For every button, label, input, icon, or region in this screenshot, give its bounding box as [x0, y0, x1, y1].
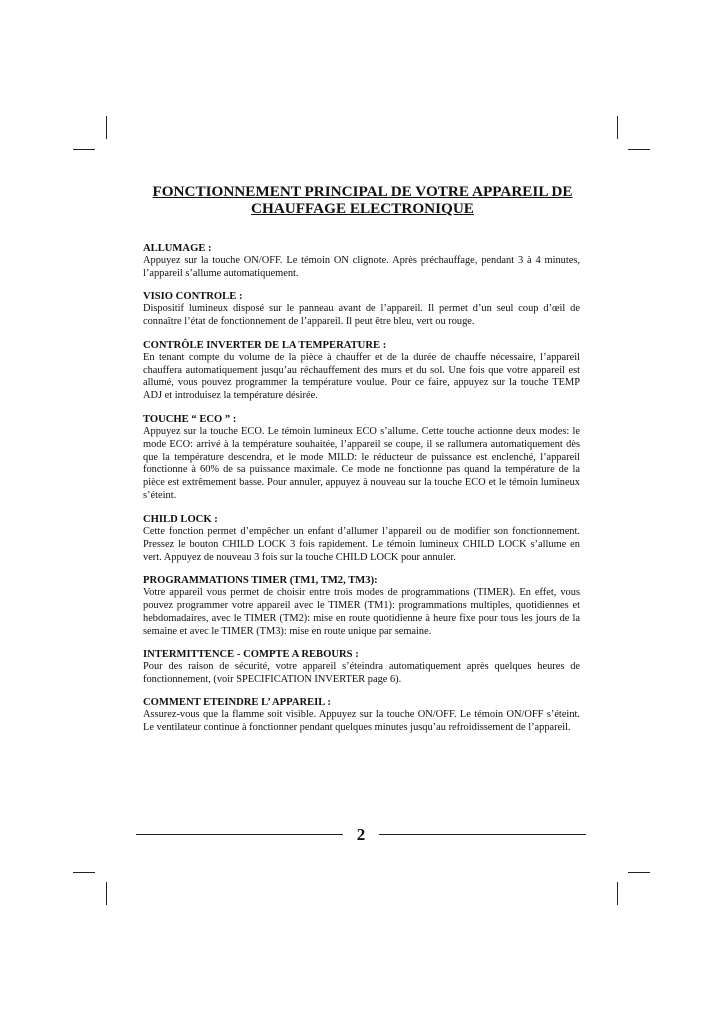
section-heading: TOUCHE “ ECO ” : [143, 413, 237, 425]
footer-rule-right [379, 834, 586, 835]
section-text: Votre appareil vous permet de choisir entre trois modes de programmations (TIMER). En effet, vous pouvez programmer votre appareil avec le TIMER (TM1): programmations multiples, quotidiennes et hebdomadaires, avec le TIMER (TM2): mise en route quotidienne à heure fixe pour tous les jours de la semaine et avec le TIMER (TM3): mise en route unique par semaine. [143, 586, 580, 637]
section-programmations-timer [143, 574, 580, 639]
section-heading: VISIO CONTROLE : [143, 291, 243, 303]
section-text: Appuyez sur la touche ECO. Le témoin lumineux ECO s’allume. Cette touche actionne deux modes: le mode ECO: arrivé à la température souhaitée, l’appareil se coupe, il se rallumera automatiquement dès que la température descendra, et le mode MILD: le réducteur de puissance est enclenché, l’appareil fonctionne à 60% de sa puissance maximale. Ce mode ne fonctionne pas quand la température de la pièce est extrêmement basse. Pour annuler, appuyez à nouveau sur la touche ECO et le témoin lumineux s’éteint. [143, 425, 580, 502]
title-line-1: FONCTIONNEMENT PRINCIPAL DE VOTRE APPAREIL DE [152, 183, 573, 200]
crop-mark-bottom-left-vertical [106, 882, 107, 905]
section-text: Assurez-vous que la flamme soit visible. Appuyez sur la touche ON/OFF. Le témoin ON/OFF s’éteint. Le ventilateur continue à fonctionner pendant quelques minutes jusqu’au refroidissement de l’appareil. [143, 709, 580, 734]
section-visio-controle [143, 290, 580, 329]
section-controle-inverter [143, 339, 580, 404]
section-text: En tenant compte du volume de la pièce à chauffer et de la durée de chauffe nécessaire, l’appareil chauffera automatiquement jusqu’au réchauffement des murs et du sol. Une fois que votre appareil est allumé, vous pouvez programmer la température voulue. Pour ce faire, appuyez sur la touche TEMP ADJ et introduisez la température désirée. [143, 351, 580, 402]
title-line-2: CHAUFFAGE ELECTRONIQUE [251, 200, 474, 217]
crop-mark-bottom-left-horizontal [73, 872, 95, 873]
footer-rule-left [136, 834, 343, 835]
crop-mark-bottom-right-horizontal [628, 872, 650, 873]
section-comment-eteindre [143, 696, 580, 735]
section-touche-eco [143, 413, 580, 503]
section-heading: INTERMITTENCE - COMPTE A REBOURS : [143, 649, 359, 661]
section-heading: PROGRAMMATIONS TIMER (TM1, TM2, TM3): [143, 574, 378, 586]
crop-mark-top-left-vertical [106, 116, 107, 139]
crop-mark-top-right-vertical [617, 116, 618, 139]
page-title [140, 183, 585, 217]
section-allumage [143, 242, 580, 281]
document-body [143, 242, 580, 745]
section-text: Cette fonction permet d’empêcher un enfant d’allumer l’appareil ou de modifier son fonctionnement. Pressez le bouton CHILD LOCK 3 fois rapidement. Le témoin lumineux CHILD LOCK s’allume en vert. Appuyez de nouveau 3 fois sur la touche CHILD LOCK pour annuler. [143, 525, 580, 563]
crop-mark-top-right-horizontal [628, 149, 650, 150]
section-heading: CHILD LOCK : [143, 513, 218, 525]
section-intermittence [143, 648, 580, 687]
section-text: Dispositif lumineux disposé sur le panneau avant de l’appareil. Il permet d’un seul coup d’œil de connaître l’état de fonctionnement de l’appareil. Il peut être bleu, vert ou rouge. [143, 303, 580, 328]
crop-mark-top-left-horizontal [73, 149, 95, 150]
section-child-lock [143, 513, 580, 565]
section-text: Pour des raison de sécurité, votre appareil s’éteindra automatiquement après quelques heures de fonctionnement, (voir SPECIFICATION INVERTER page 6). [143, 661, 580, 685]
section-heading: CONTRÔLE INVERTER DE LA TEMPERATURE : [143, 339, 387, 351]
section-heading: ALLUMAGE : [143, 243, 212, 254]
section-heading: COMMENT ETEINDRE L’ APPAREIL : [143, 697, 331, 709]
crop-mark-bottom-right-vertical [617, 882, 618, 905]
section-text: Appuyez sur la touche ON/OFF. Le témoin ON clignote. Après préchauffage, pendant 3 à 4 minutes, l’appareil s’allume automatiquement. [143, 255, 580, 279]
page-number: 2 [356, 825, 366, 844]
page-footer [136, 824, 586, 848]
